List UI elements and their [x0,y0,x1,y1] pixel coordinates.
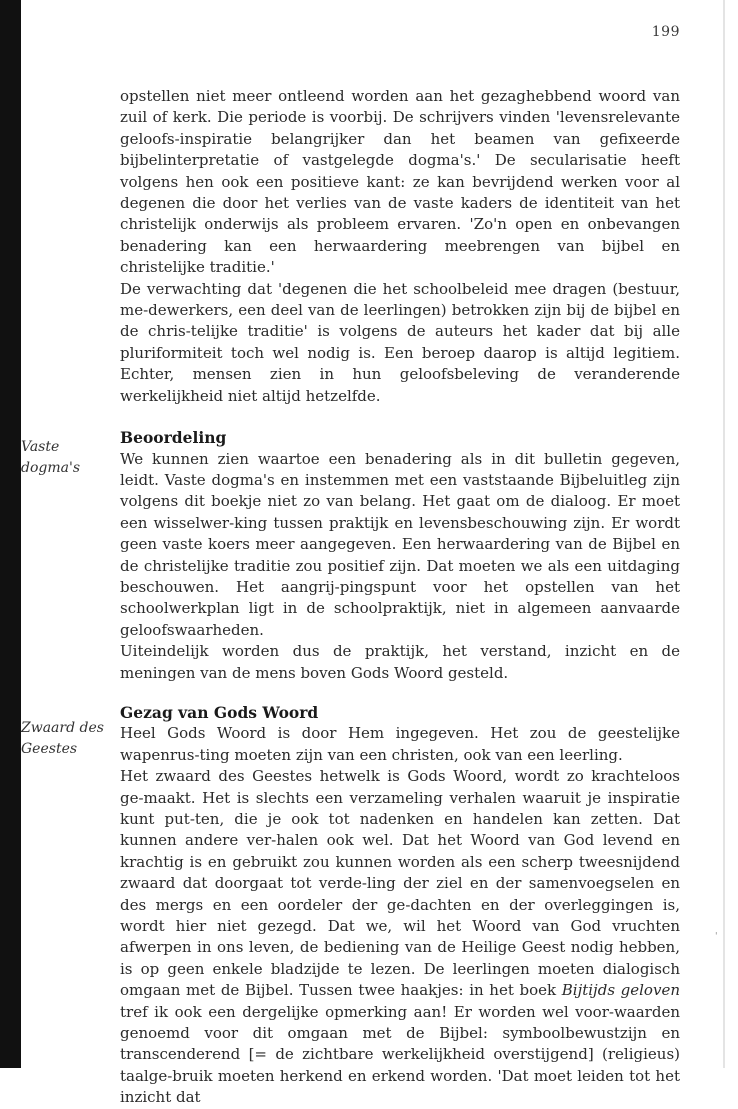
section-spacer [120,684,680,702]
margin-note-line: Geestes [21,741,78,757]
scan-right-edge [723,0,725,1068]
section-heading-beoordeling: Beoordeling [120,428,227,448]
section-heading-gezag: Gezag van Gods Woord [120,702,319,722]
scan-speck: ' [715,932,718,942]
main-text-column [120,86,680,1109]
margin-note-line: Zwaard des [21,720,104,736]
book-title: Bijtijds geloven [561,981,680,1000]
paragraph-gezag-2-part2: tref ik ook een dergelijke opmerking aan! Er worden wel voor-waarden genoemd voor dit omgaan met de Bijbel: symboolbewustzijn en transcenderend [= de zichtbare werkelijkheid overstijgend] (religieus) taalge-bruik moeten herkend en erkend worden. 'Dat moet leiden tot het inzicht dat [120,1002,680,1107]
paragraph-gezag-1: Heel Gods Woord is door Hem ingegeven. Het zou de geestelijke wapenrus-ting moeten zijn van een christen, ook van een leerling. [120,724,680,764]
paragraph-beoordeling-1: We kunnen zien waartoe een benadering als in dit bulletin gegeven, leidt. Vaste dogma's en instemmen met een vaststaande Bijbeluitleg zijn volgens dit boekje niet zo van belang. Het gaat om de dialoog. Er moet een wisselwer-king tussen praktijk en levensbeschouwing zijn. Er wordt geen vaste koers meer aangegeven. Een herwaardering van de Bijbel en de christelijke traditie zou positief zijn. Dat moeten we als een uitdaging beschouwen. Het aangrij-pingspunt voor het opstellen van het schoolwerkplan ligt in de schoolpraktijk, niet in algemeen aanvaarde geloofswaarheden. [120,449,680,639]
paragraph-expectation: De verwachting dat 'degenen die het schoolbeleid mee dragen (bestuur, me-dewerkers, een deel van de leerlingen) betrokken zijn bij de bijbel en de chris-telijke traditie' is volgens de auteurs het kader dat bij alle pluriformiteit toch wel nodig is. Een beroep daarop is altijd legitiem. Echter, mensen zien in hun geloofsbeleving de veranderende werkelijkheid niet altijd hetzelfde. [120,279,680,405]
paragraph-intro: opstellen niet meer ontleend worden aan het gezaghebbend woord van zuil of kerk. Die periode is voorbij. De schrijvers vinden 'levensrelevante geloofs-inspiratie belangrijker dan het beamen van gefixeerde bijbelinterpretatie of vastgelegde dogma's.' De secularisatie heeft volgens hen ook een positieve kant: ze kan bevrijdend werken voor al degenen die door het verlies van de vaste kaders de identiteit van het christelijk onderwijs als probleem ervaren. 'Zo'n open en onbevangen benadering kan een herwaardering meebrengen van bijbel en christelijke traditie.' [120,87,680,277]
margin-note-vaste-dogmas [21,437,113,479]
page-number: 199 [651,24,680,40]
section-spacer [120,407,680,427]
paragraph-beoordeling-2: Uiteindelijk worden dus de praktijk, het verstand, inzicht en de meningen van de mens boven Gods Woord gesteld. [120,642,680,682]
margin-note-line: dogma's [21,460,81,476]
margin-note-line: Vaste [21,439,60,455]
paragraph-gezag-2 [120,766,680,1109]
scan-binding-edge [0,0,21,1068]
margin-note-zwaard-des-geestes [21,718,113,760]
paragraph-gezag-2-part1: Het zwaard des Geestes hetwelk is Gods Woord, wordt zo krachteloos ge-maakt. Het is slechts een verzameling verhalen waaruit je inspiratie kunt put-ten, die je ook tot nadenken en handelen kan zetten. Dat kunnen andere ver-halen ook wel. Dat het Woord van God levend en krachtig is en gebruikt zou kunnen worden als een scherp tweesnijdend zwaard dat doorgaat tot verde-ling der ziel en der samenvoegselen en des mergs en een oordeler der ge-dachten en der overleggingen is, wordt hier niet gezegd. Dat we, wil het Woord van God vruchten afwerpen in ons leven, de bediening van de Heilige Geest nodig hebben, is op geen enkele bladzijde te lezen. De leerlingen moeten dialogisch omgaan met de Bijbel. Tussen twee haakjes: in het boek [120,767,680,1000]
